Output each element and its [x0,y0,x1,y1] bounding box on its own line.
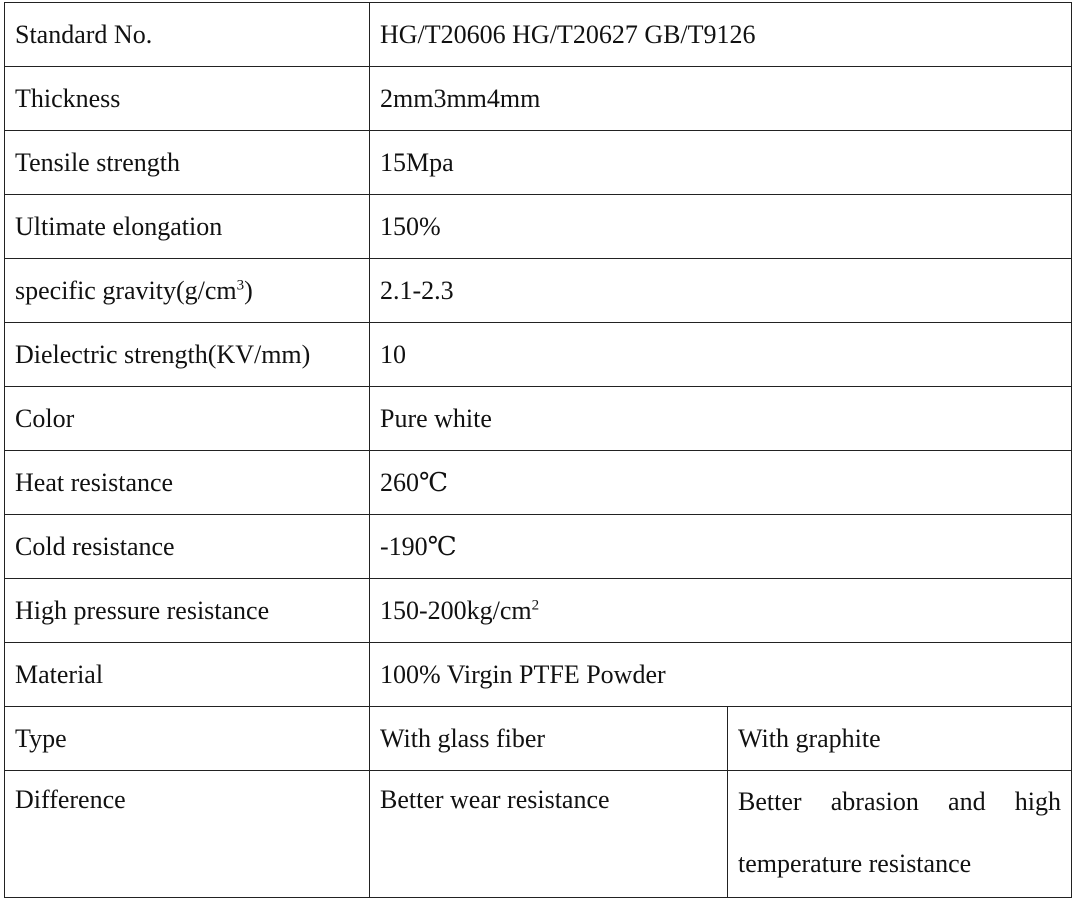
superscript: 2 [531,596,540,613]
row-label: Difference [5,771,370,898]
label-text: specific gravity(g/cm [15,275,237,305]
row-value: 260℃ [370,451,1072,515]
row-label: Dielectric strength(KV/mm) [5,323,370,387]
superscript: 3 [236,276,245,293]
row-value: 15Mpa [370,131,1072,195]
row-value: Pure white [370,387,1072,451]
type-glass-fiber: With glass fiber [370,707,728,771]
row-value: 10 [370,323,1072,387]
table-row [5,643,1072,707]
table-row [5,67,1072,131]
row-value: 100% Virgin PTFE Powder [370,643,1072,707]
table-row-difference [5,771,1072,898]
table-row [5,3,1072,67]
row-label: Color [5,387,370,451]
row-label: Thickness [5,67,370,131]
row-value: HG/T20606 HG/T20627 GB/T9126 [370,3,1072,67]
row-label: Tensile strength [5,131,370,195]
table-row [5,131,1072,195]
row-value: 150% [370,195,1072,259]
row-label: Ultimate elongation [5,195,370,259]
table-row-type [5,707,1072,771]
row-label: Type [5,707,370,771]
specification-table [4,2,1072,898]
table-row [5,515,1072,579]
table-row [5,195,1072,259]
table-row [5,387,1072,451]
table-row [5,259,1072,323]
row-label: Standard No. [5,3,370,67]
table-row [5,579,1072,643]
type-graphite: With graphite [728,707,1072,771]
row-label: Material [5,643,370,707]
difference-glass-fiber: Better wear resistance [370,771,728,898]
row-value: 2.1-2.3 [370,259,1072,323]
row-label: High pressure resistance [5,579,370,643]
row-value [370,579,1072,643]
row-label: Cold resistance [5,515,370,579]
table-row [5,323,1072,387]
row-value: 2mm3mm4mm [370,67,1072,131]
label-text-tail: ) [244,275,253,305]
row-label: Heat resistance [5,451,370,515]
row-value: -190℃ [370,515,1072,579]
value-text: 150-200kg/cm [380,595,532,625]
table-row [5,451,1072,515]
difference-graphite: Better abrasion and high temperature resistance [728,771,1072,898]
row-label [5,259,370,323]
